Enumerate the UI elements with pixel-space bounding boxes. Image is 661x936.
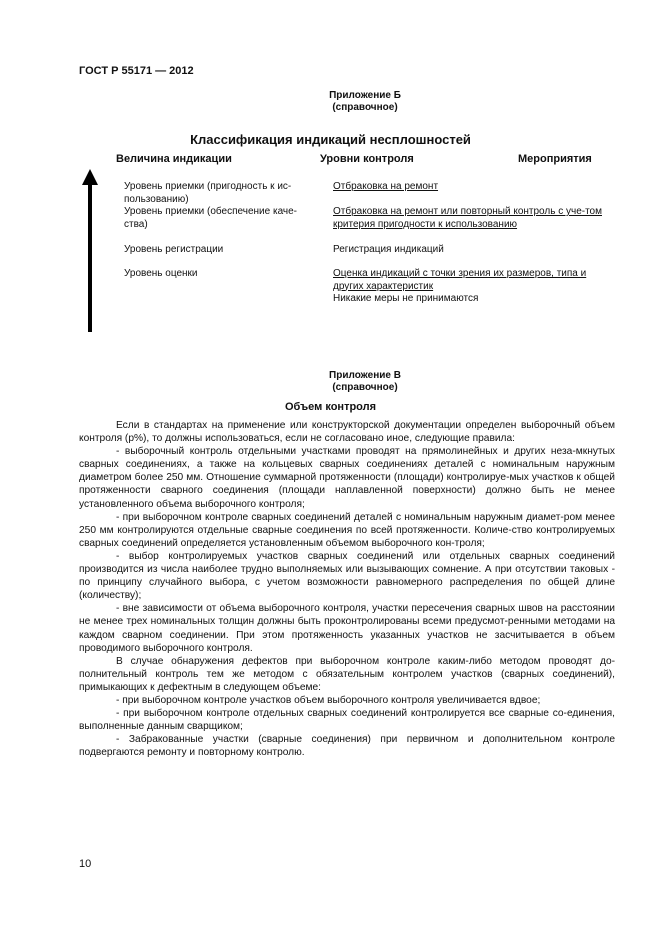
paragraph: - Забракованные участки (сварные соединения) при первичном и дополнительном контроле подвергаются ремонту и повторному контролю. <box>79 734 615 759</box>
appendix-v-note: (справочное) <box>332 382 398 393</box>
classification-title: Классификация индикаций несплошностей <box>190 132 471 147</box>
page-number: 10 <box>79 858 92 870</box>
appendix-b-label: Приложение Б <box>329 90 401 101</box>
scope-title: Объем контроля <box>284 401 377 413</box>
action-no-measures: Никакие меры не принимаются <box>333 293 479 304</box>
column-actions: Мероприятия <box>518 153 592 165</box>
level-registration: Уровень регистрации <box>124 244 224 255</box>
appendix-b-heading <box>300 90 430 114</box>
level-acceptance-fitness: Уровень приемки (пригодность к ис-пользованию) <box>124 181 292 205</box>
standard-number: ГОСТ Р 55171 — 2012 <box>79 65 194 77</box>
arrow-shaft <box>88 182 92 332</box>
action-reject-or-recheck: Отбраковка на ремонт или повторный контроль с уче-том критерия пригодности к использованию <box>333 206 602 230</box>
paragraph: В случае обнаружения дефектов при выборочном контроле каким-либо методом проводят до-полнительный контроль тем же методом с обязательным контролем участков (сварных соединений), примыкающих к дефектным в следующем объеме: <box>79 655 615 693</box>
appendix-v-label: Приложение В <box>329 370 401 381</box>
paragraph: - при выборочном контроле отдельных сварных соединений контролируется все сварные со-единения, выполненные данным сварщиком; <box>79 708 615 733</box>
paragraph: - выбор контролируемых участков сварных соединений или отдельных сварных соединений производится из числа наиболее трудно выполняемых или вызывающих сомнение. А при отсутствии таковых - по принципу случайного выбора, с учетом возможности равномерного распределения по общей длине (количеству); <box>79 550 615 602</box>
level-acceptance-quality: Уровень приемки (обеспечение каче-ства) <box>124 206 298 230</box>
paragraph: Если в стандартах на применение или конструкторской документации определен выборочный объем контроля (р%), то должны использоваться, если не согласовано иное, следующие правила: <box>79 420 615 445</box>
column-levels: Уровни контроля <box>320 153 414 165</box>
level-evaluation: Уровень оценки <box>124 268 198 279</box>
appendix-b-note: (справочное) <box>332 102 398 113</box>
appendix-v-heading <box>300 370 430 394</box>
action-evaluate: Оценка индикаций с точки зрения их размеров, типа и других характеристик <box>333 268 587 292</box>
column-indication: Величина индикации <box>116 153 232 165</box>
paragraph: - при выборочном контроле участков объем выборочного контроля увеличивается вдвое; <box>116 694 541 706</box>
action-evaluate-group <box>333 268 618 306</box>
paragraph: - выборочный контроль отдельными участками проводят на прямолинейных и других неза-мкнутых сварных соединениях, а также на кольцевых сварных соединениях деталей с номинальным наружным диаметром более 250 мм. Отношение суммарной протяженности (площади) контролируе-мых участков к общей протяженности сварного соединения (площади наплавленной поверхности) должно быть не менее установленного объема выборочного контроля; <box>79 446 615 510</box>
action-reject-repair: Отбраковка на ремонт <box>333 181 439 192</box>
paragraph: - вне зависимости от объема выборочного контроля, участки пересечения сварных швов на расстоянии не менее трех номинальных толщин должны быть проконтролированы всеми предусмот-ренными методами на каждом сварном соединении. При этом протяженность указанных участков не засчитывается в объем проводимого выборочного контроля. <box>79 603 615 654</box>
action-register: Регистрация индикаций <box>333 244 444 255</box>
paragraph: - при выборочном контроле сварных соединений деталей с номинальным наружным диамет-ром менее 250 мм контролируются отдельные сварные соединения по всей протяженности. Количе-ство контролируемых сварных соединений определяется установленным объемом выборочного кон-троля; <box>79 511 615 549</box>
scope-body <box>79 419 615 759</box>
